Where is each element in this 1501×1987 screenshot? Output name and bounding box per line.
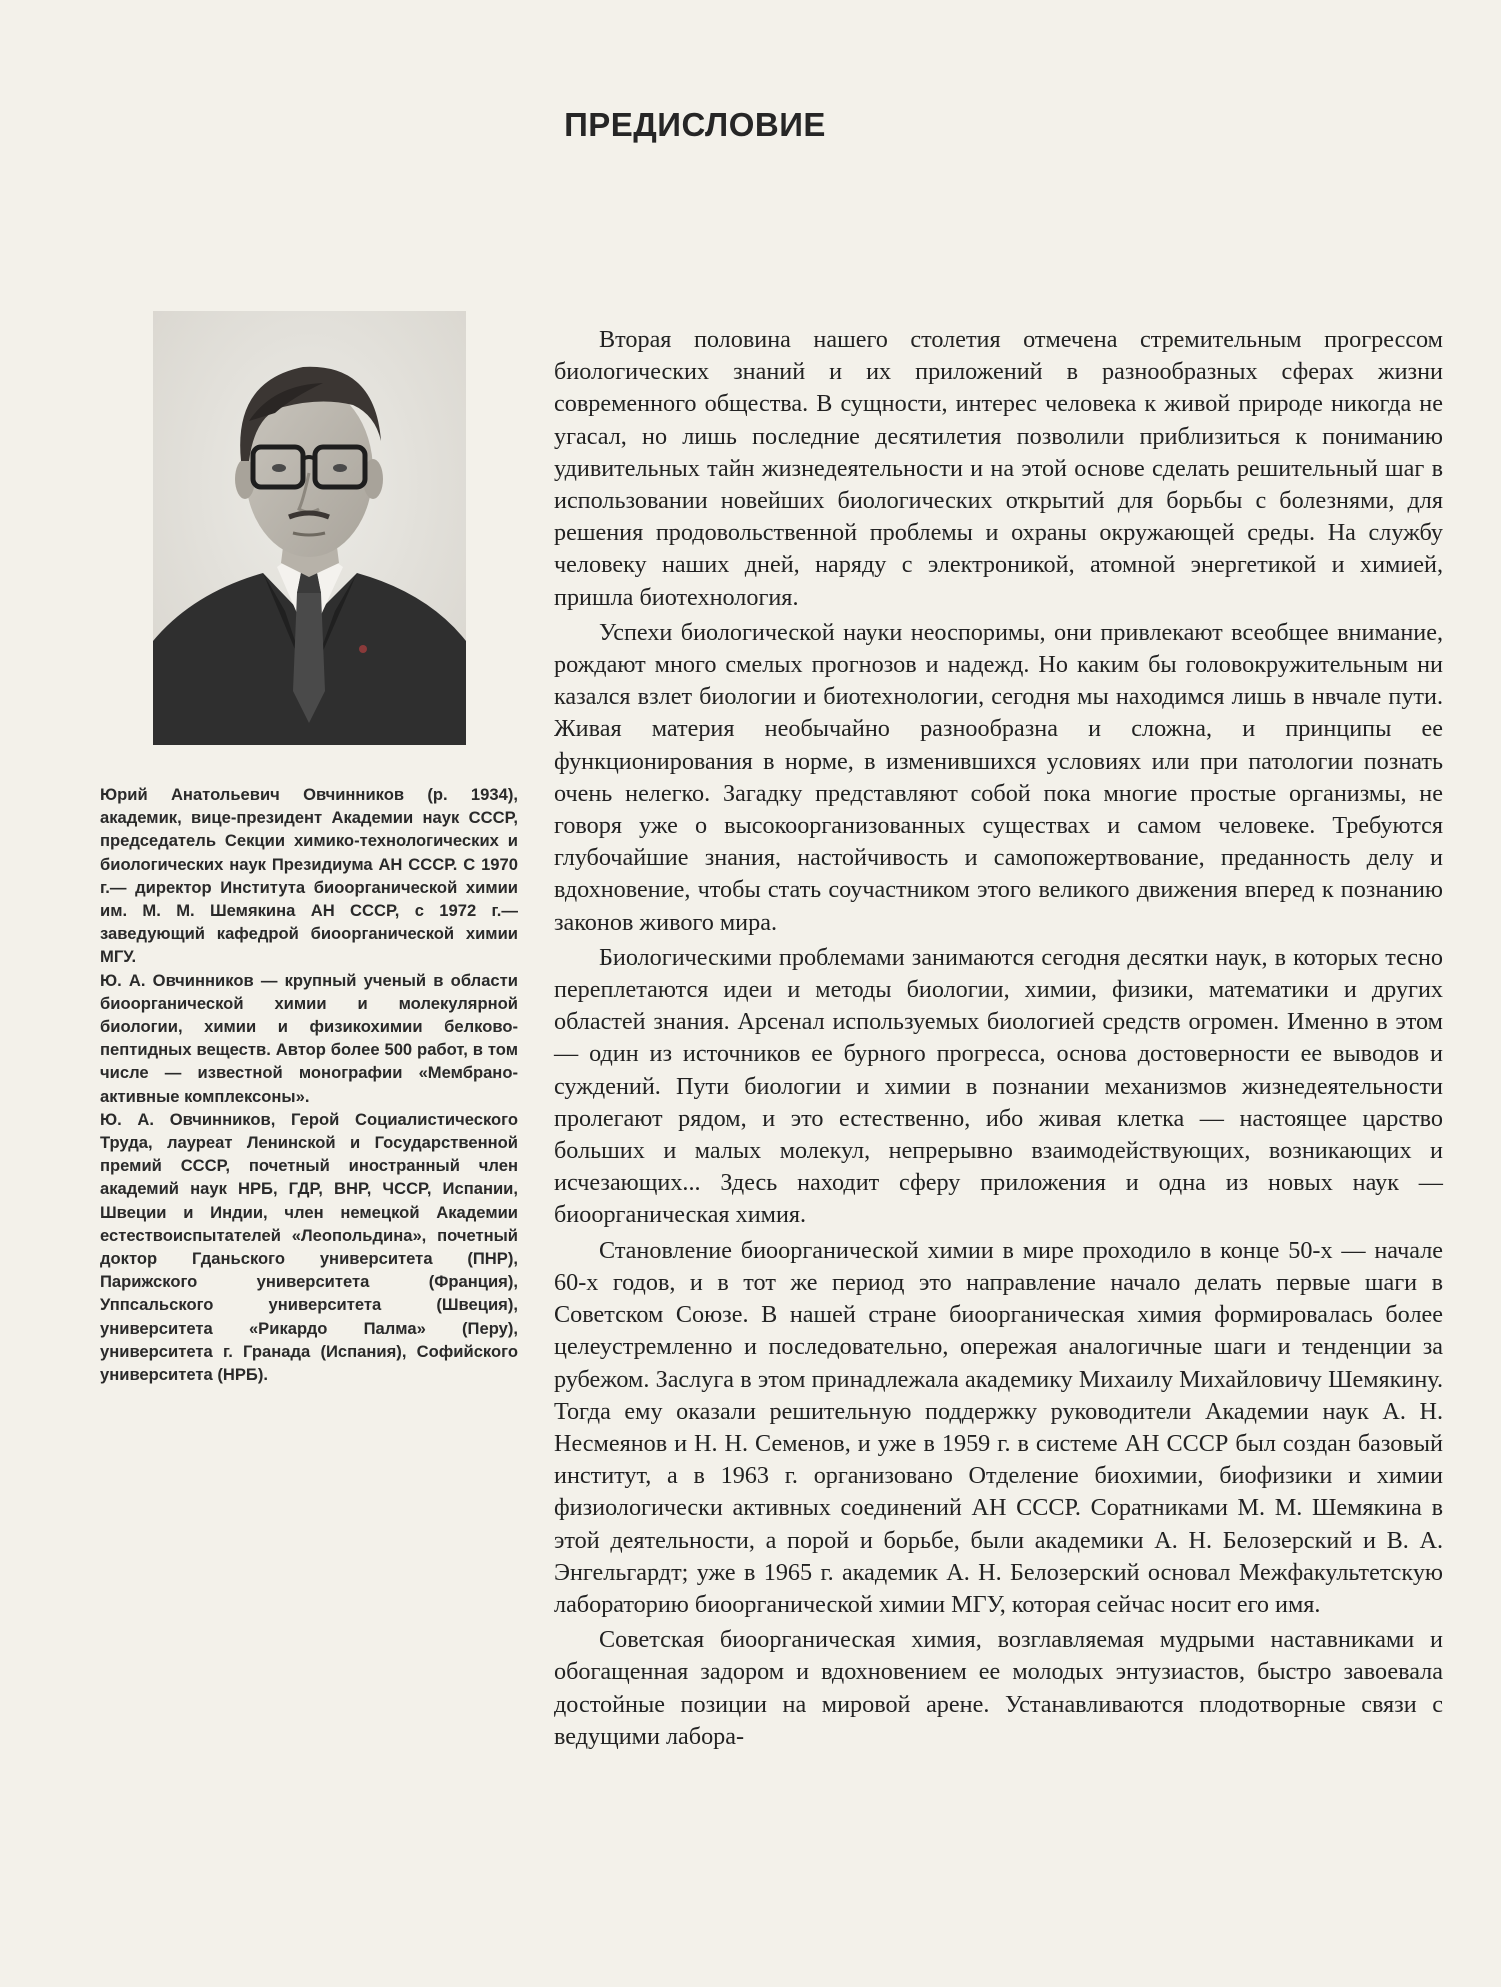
body-paragraph: Становление биоорганической химии в мире проходило в конце 50-х — начале 60-х годов, и в тот же период это направление начало делать первые шаги в Советском Союзе. В нашей стране биоорганическая химия формировалась более целеустремленно и последовательно, опережая аналогичные шаги и тенденции за рубежом. Заслуга в этом принадлежала академику Михаилу Михайловичу Шемякину. Тогда ему оказали решительную поддержку руководители Академии наук А. Н. Несмеянов и Н. Н. Семенов, и уже в 1959 г. в системе АН СССР был создан базовый институт, а в 1963 г. организовано Отделение биохимии, биофизики и химии физиологически активных соединений АН СССР. Соратниками М. М. Шемякина в этой деятельности, а порой и борьбе, были академики А. Н. Белозерский и В. А. Энгельгардт; уже в 1965 г. академик А. Н. Белозерский основал Межфакультетскую лабораторию биоорганической химии МГУ, которая сейчас носит его имя. <box>554 1236 1443 1618</box>
portrait-photo <box>153 311 466 745</box>
body-paragraph: Вторая половина нашего столетия отмечена стремительным прогрессом биологических знаний и их приложений в разнообразных сферах жизни современного общества. В сущности, интерес человека к живой природе никогда не угасал, но лишь последние десятилетия позволили приблизиться к пониманию удивительных тайн жизнедеятельности и на этой основе сделать решительный шаг в использовании новейших биологических открытий для борьбы с болезнями, для решения продовольственной проблемы и охраны окружающей среды. На службу человеку наших дней, наряду с электроникой, атомной энергетикой и химией, пришла биотехнология. <box>554 326 1443 611</box>
portrait-caption <box>100 783 518 1386</box>
preface-body <box>554 324 1443 1756</box>
caption-paragraph: Ю. А. Овчинников, Герой Социалистического Труда, лауреат Ленинской и Государственной премий СССР, почетный иностранный член академий наук НРБ, ГДР, ВНР, ЧССР, Испании, Швеции и Индии, член немецкой Академии естествоиспытателей «Леопольдина», почетный доктор Гданьского университета (ПНР), Парижского университета (Франция), Уппсальского университета (Швеция), университета «Рикардо Палма» (Перу), университета г. Гранада (Испания), Софийского университета (НРБ). <box>100 1109 518 1385</box>
page-title: ПРЕДИСЛОВИЕ <box>564 106 826 144</box>
caption-paragraph: Ю. А. Овчинников — крупный ученый в области биоорганической химии и молекулярной биологии, химии и физикохимии белково-пептидных веществ. Автор более 500 работ, в том числе — известной монографии «Мембрано-активные комплексоны». <box>100 970 518 1106</box>
caption-paragraph: Юрий Анатольевич Овчинников (р. 1934), академик, вице-президент Академии наук СССР, председатель Секции химико-технологических и биологических наук Президиума АН СССР. С 1970 г.— директор Института биоорганической химии им. М. М. Шемякина АН СССР, с 1972 г.— заведующий кафедрой биоорганической химии МГУ. <box>100 785 518 967</box>
body-paragraph: Биологическими проблемами занимаются сегодня десятки наук, в которых тесно переплетаются идеи и методы биологии, химии, физики, математики и других областей знания. Арсенал используемых биологией средств огромен. Именно в этом — один из источников ее бурного прогресса, основа достоверности ее выводов и суждений. Пути биологии и химии в познании механизмов жизнедеятельности пролегают рядом, и это естественно, ибо живая клетка — настоящее царство больших и малых молекул, непрерывно взаимодействующих, возникающих и исчезающих... Здесь находит сферу приложения и одна из новых наук — биоорганическая химия. <box>554 943 1443 1229</box>
body-paragraph: Советская биоорганическая химия, возглавляемая мудрыми наставниками и обогащенная задором и вдохновением ее молодых энтузиастов, быстро завоевала достойные позиции на мировой арене. Устанавливаются плодотворные связи с ведущими лабора- <box>554 1626 1443 1750</box>
body-paragraph: Успехи биологической науки неоспоримы, они привлекают всеобщее внимание, рождают много смелых прогнозов и надежд. Но каким бы головокружительным ни казался взлет биологии и биотехнологии, сегодня мы находимся лишь в нвчале пути. Живая материя необычайно разнообразна и сложна, и принципы ее функционирования в норме, в изменившихся условиях или при патологии познать очень нелегко. Загадку представляют собой пока многие простые организмы, не говоря уже о высокоорганизованных существах и самом человеке. Требуются глубочайшие знания, настойчивость и самопожертвование, преданность делу и вдохновение, чтобы стать соучастником этого великого движения вперед к познанию законов живого мира. <box>554 618 1443 936</box>
portrait-photo-icon <box>153 311 466 745</box>
